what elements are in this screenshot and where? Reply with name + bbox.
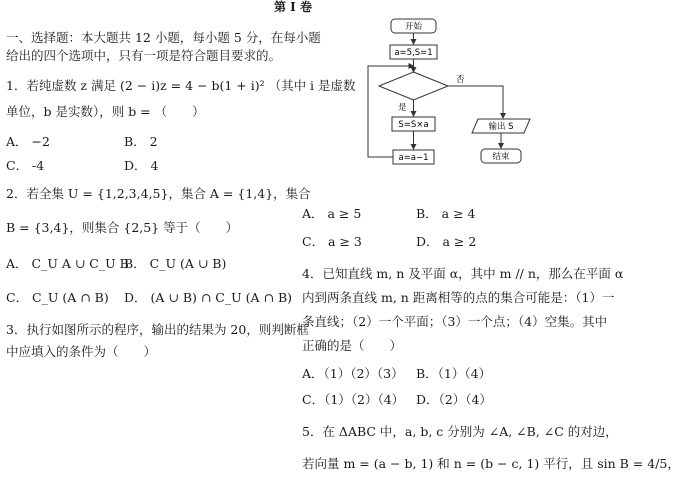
- q2-option-b: B． C_U (A ∪ B): [124, 256, 227, 271]
- flowchart-yes-label: 是: [398, 103, 407, 113]
- q2-option-d: D． (A ∪ B) ∩ C_U (A ∩ B): [124, 290, 293, 305]
- q4-option-a: A．（1）（2）（3）: [302, 366, 404, 381]
- q4-stem-line-3: 条直线；（2）一个平面；（3）一个点；（4）空集。其中: [302, 314, 608, 329]
- q2-option-c: C． C_U (A ∩ B): [6, 290, 109, 305]
- q3-stem-line-2: 中应填入的条件为（ ）: [6, 344, 157, 359]
- q4-option-c: C．（1）（2）（4）: [302, 392, 405, 407]
- q4-option-d: D．（2）（4）: [416, 392, 492, 407]
- q1-option-a: A． −2: [6, 134, 50, 149]
- q3-option-b: B． a ≥ 4: [416, 206, 476, 221]
- q4-stem-line-4: 正确的是（ ）: [302, 338, 403, 353]
- q3-option-d: D． a ≥ 2: [416, 234, 477, 249]
- flowchart-init-label: a=5,S=1: [394, 48, 433, 58]
- flowchart-end-label: 结束: [492, 152, 510, 162]
- section-instruction-line-2: 给出的四个选项中，只有一项是符合题目要求的。: [6, 48, 282, 63]
- q5-stem-line-1: 5．在 ΔABC 中，a, b, c 分别为 ∠A, ∠B, ∠C 的对边，: [302, 424, 618, 439]
- flowchart-output-label: 输出 S: [488, 122, 514, 132]
- q1-stem-line-1: 1．若纯虚数 z 满足 (2 − i)z = 4 − b(1 + i)² （其中 i 是虚数: [6, 78, 356, 93]
- page-title: 第 I 卷: [274, 0, 312, 14]
- q4-stem-line-2: 内到两条直线 m, n 距离相等的点的集合可能是：（1）一: [302, 290, 615, 305]
- q3-option-a: A． a ≥ 5: [302, 206, 362, 221]
- q2-stem-line-2: B = {3,4}，则集合 {2,5} 等于（ ）: [6, 220, 239, 235]
- flowchart-multiply-label: S=S×a: [398, 120, 429, 130]
- q4-option-b: B．（1）（4）: [416, 366, 492, 381]
- q1-option-b: B． 2: [124, 134, 158, 149]
- q5-stem-line-2: 若向量 m = (a − b, 1) 和 n = (b − c, 1) 平行，且 sin B = 4/5，: [302, 456, 680, 471]
- q2-stem-line-1: 2．若全集 U = {1,2,3,4,5}，集合 A = {1,4}，集合: [6, 186, 311, 201]
- q2-option-a: A． C_U A ∪ C_U B: [6, 256, 129, 271]
- flowchart-figure: [360, 14, 560, 176]
- q3-stem-line-1: 3．执行如图所示的程序，输出的结果为 20，则判断框: [6, 322, 309, 337]
- section-instruction-line-1: 一、选择题：本大题共 12 小题，每小题 5 分，在每小题: [6, 30, 321, 45]
- flowchart-decision-node: [379, 72, 448, 100]
- q1-option-c: C． -4: [6, 158, 45, 173]
- q3-option-c: C． a ≥ 3: [302, 234, 362, 249]
- q4-stem-line-1: 4．已知直线 m, n 及平面 α，其中 m // n，那么在平面 α: [302, 266, 624, 281]
- q1-stem-line-2: 单位，b 是实数），则 b = （ ）: [6, 104, 205, 119]
- flowchart-start-label: 开始: [404, 22, 423, 32]
- flowchart-no-label: 否: [456, 75, 465, 85]
- q1-option-d: D． 4: [124, 158, 159, 173]
- flowchart-decrement-label: a=a−1: [398, 153, 429, 163]
